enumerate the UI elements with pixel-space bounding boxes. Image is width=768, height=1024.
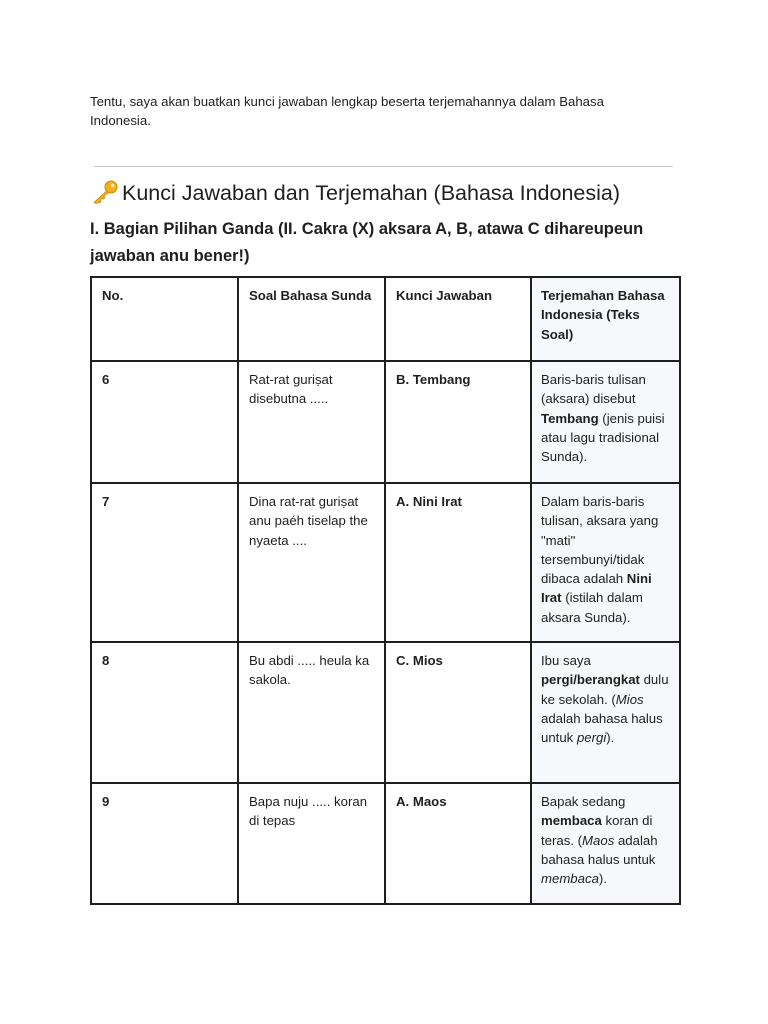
table-row (91, 361, 680, 483)
cell-no: 8 (91, 642, 238, 783)
header-kunci: Kunci Jawaban (385, 277, 531, 361)
cell-kunci: A. Nini Irat (385, 483, 531, 642)
cell-terjemahan (531, 361, 680, 483)
text-run: (istilah dalam aksara Sunda). (541, 590, 643, 625)
key-icon (90, 180, 118, 204)
bold-text: Nini Irat (541, 571, 652, 606)
cell-no: 6 (91, 361, 238, 483)
header-no: No. (91, 277, 238, 361)
table-row (91, 642, 680, 783)
cell-soal: Rat-rat guriṣat disebutna ..... (238, 361, 385, 483)
cell-terjemahan (531, 783, 680, 904)
text-run: Dalam baris-baris tulisan, aksara yang "mati" tersembunyi/tidak dibaca adalah (541, 494, 659, 587)
bold-text: membaca (541, 813, 602, 829)
text-run: Bapak sedang (541, 794, 626, 809)
cell-soal: Dina rat-rat guriṣat anu paéh tiselap the nyaeta .... (238, 483, 385, 642)
table-header-row (91, 277, 680, 361)
cell-kunci: B. Tembang (385, 361, 531, 483)
text-run: Ibu saya (541, 653, 591, 668)
text-run: ). (606, 730, 615, 746)
section-heading (90, 176, 690, 210)
text-run: adalah bahasa halus untuk (541, 832, 658, 867)
bold-text: Tembang (541, 410, 599, 426)
cell-soal: Bu abdi ..... heula ka sakola. (238, 642, 385, 783)
text-run: Baris-baris tulisan (aksara) disebut (541, 372, 646, 407)
table-row (91, 783, 680, 904)
cell-terjemahan (531, 483, 680, 642)
italic-text: Maos (582, 832, 615, 848)
text-run: ). (598, 871, 607, 887)
table-row (91, 483, 680, 642)
intro-paragraph: Tentu, saya akan buatkan kunci jawaban lengkap beserta terjemahannya dalam Bahasa Indonesia. (90, 94, 604, 128)
header-terjemahan: Terjemahan Bahasa Indonesia (Teks Soal) (531, 277, 680, 361)
cell-kunci: A. Maos (385, 783, 531, 904)
text-run: dulu ke sekolah. ( (541, 672, 669, 707)
answer-key-table (90, 276, 681, 905)
cell-no: 9 (91, 783, 238, 904)
bold-text: pergi/berangkat (541, 672, 640, 688)
cell-kunci: C. Mios (385, 642, 531, 783)
cell-terjemahan (531, 642, 680, 783)
section-subheading: I. Bagian Pilihan Ganda (II. Cakra (X) aksara A, B, atawa C dihareupeun jawaban anu bener!) (90, 220, 644, 265)
italic-text: membaca (541, 871, 599, 887)
text-run: koran di teras. ( (541, 813, 653, 848)
header-soal: Soal Bahasa Sunda (238, 277, 385, 361)
text-run: adalah bahasa halus untuk (541, 710, 663, 746)
italic-text: Mios (615, 691, 644, 707)
cell-soal: Bapa nuju ..... koran di tepas (238, 783, 385, 904)
horizontal-divider (94, 166, 673, 167)
section-heading-text: Kunci Jawaban dan Terjemahan (Bahasa Indonesia) (122, 181, 621, 205)
italic-text: pergi (576, 730, 607, 746)
text-run: (jenis puisi atau lagu tradisional Sunda). (541, 410, 665, 465)
cell-no: 7 (91, 483, 238, 642)
